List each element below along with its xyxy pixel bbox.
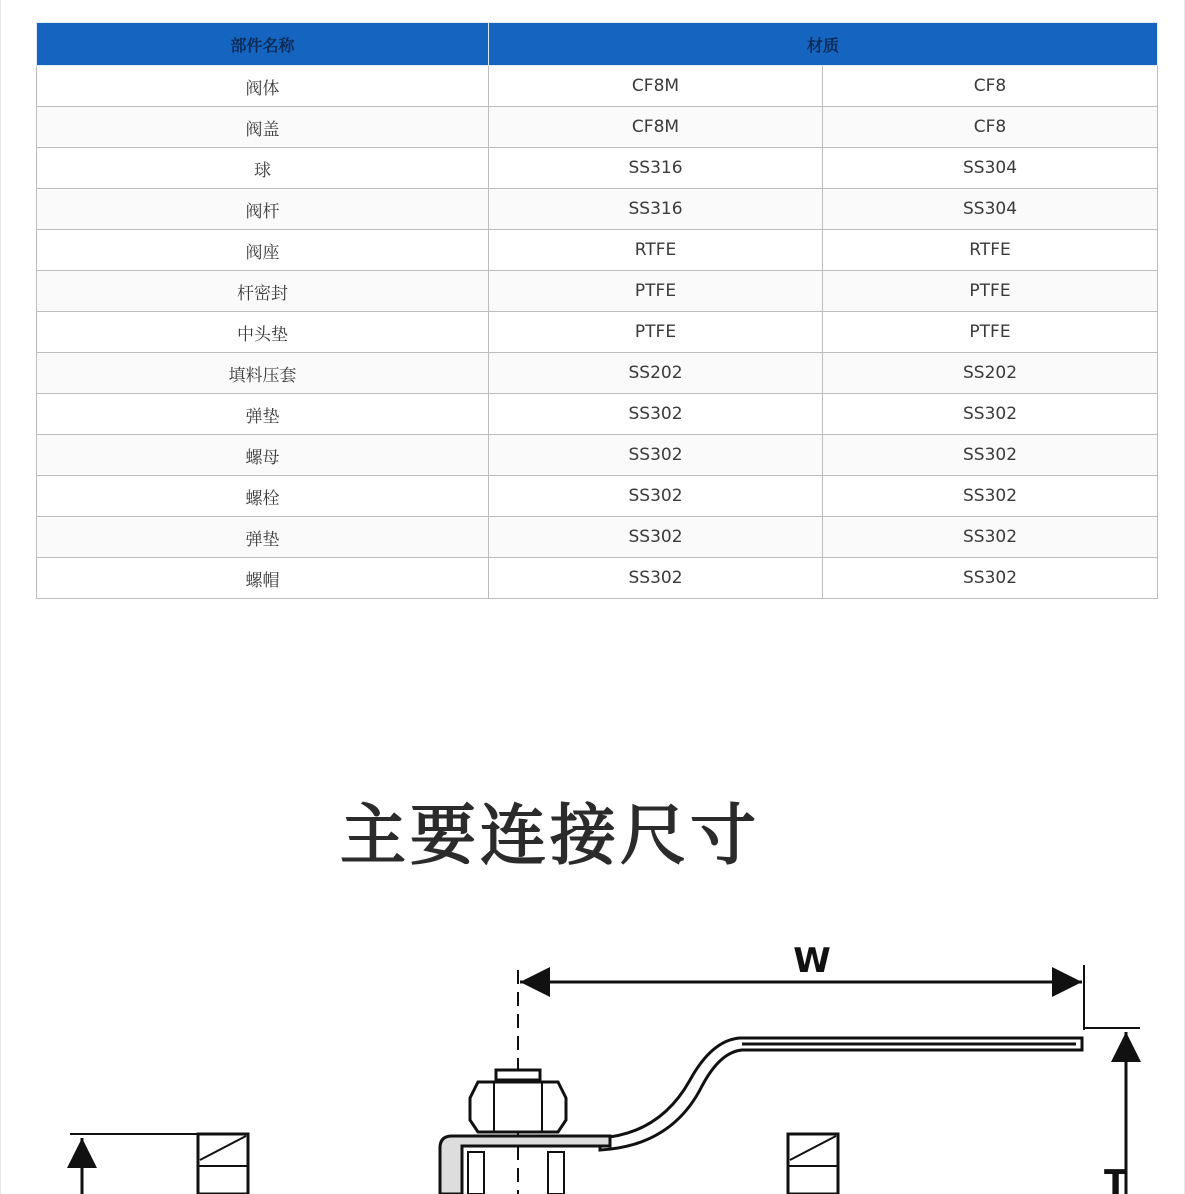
cell-material-1: SS302	[489, 394, 823, 435]
materials-table	[36, 22, 1158, 599]
table-row	[37, 435, 1158, 476]
cell-part-name: 球	[37, 148, 489, 189]
table-row	[37, 517, 1158, 558]
cell-material-2: SS302	[823, 517, 1158, 558]
cell-material-2: PTFE	[823, 271, 1158, 312]
table-row	[37, 312, 1158, 353]
cell-material-1: SS316	[489, 148, 823, 189]
right-end-block	[788, 1134, 838, 1194]
cell-material-1: SS302	[489, 435, 823, 476]
cell-material-2: CF8	[823, 107, 1158, 148]
cell-material-2: PTFE	[823, 312, 1158, 353]
cell-material-2: SS302	[823, 394, 1158, 435]
cell-part-name: 填料压套	[37, 353, 489, 394]
cell-part-name: 螺帽	[37, 558, 489, 599]
cell-part-name: 弹垫	[37, 517, 489, 558]
valve-dimension-drawing	[0, 920, 1185, 1194]
cell-part-name: 螺栓	[37, 476, 489, 517]
table-row	[37, 394, 1158, 435]
handle-outline	[600, 1038, 1082, 1150]
cell-material-2: RTFE	[823, 230, 1158, 271]
cell-material-2: SS302	[823, 435, 1158, 476]
table-body	[37, 66, 1158, 599]
cell-material-2: SS304	[823, 148, 1158, 189]
cell-material-1: CF8M	[489, 66, 823, 107]
valve-body-top	[440, 1136, 610, 1194]
hex-nut	[470, 1082, 566, 1132]
left-end-block	[198, 1134, 248, 1194]
table-row	[37, 230, 1158, 271]
cell-material-2: SS302	[823, 476, 1158, 517]
cell-material-2: CF8	[823, 66, 1158, 107]
cell-part-name: 杆密封	[37, 271, 489, 312]
cell-material-2: SS202	[823, 353, 1158, 394]
table-row	[37, 271, 1158, 312]
cell-material-1: SS302	[489, 517, 823, 558]
label-t: T	[1104, 1163, 1128, 1194]
header-material: 材质	[489, 23, 1158, 66]
cell-material-1: SS302	[489, 476, 823, 517]
table-row	[37, 148, 1158, 189]
table-row	[37, 476, 1158, 517]
section-title: 主要连接尺寸	[340, 797, 760, 874]
stem-packing	[468, 1152, 484, 1194]
cell-material-1: SS302	[489, 558, 823, 599]
cell-material-2: SS302	[823, 558, 1158, 599]
stem-nut-top	[496, 1070, 540, 1080]
table-row	[37, 66, 1158, 107]
cell-part-name: 中头垫	[37, 312, 489, 353]
stem-packing-right	[548, 1152, 564, 1194]
table-row	[37, 189, 1158, 230]
header-part-name: 部件名称	[37, 23, 489, 66]
cell-part-name: 阀座	[37, 230, 489, 271]
cell-part-name: 阀杆	[37, 189, 489, 230]
table-row	[37, 353, 1158, 394]
table-row	[37, 107, 1158, 148]
cell-material-1: CF8M	[489, 107, 823, 148]
cell-material-1: SS316	[489, 189, 823, 230]
cell-part-name: 阀体	[37, 66, 489, 107]
cell-material-1: SS202	[489, 353, 823, 394]
table-header-row	[37, 23, 1158, 66]
cell-part-name: 阀盖	[37, 107, 489, 148]
cell-part-name: 螺母	[37, 435, 489, 476]
label-w: W	[793, 941, 831, 981]
cell-material-2: SS304	[823, 189, 1158, 230]
cell-material-1: PTFE	[489, 312, 823, 353]
cell-material-1: PTFE	[489, 271, 823, 312]
cell-part-name: 弹垫	[37, 394, 489, 435]
table-row	[37, 558, 1158, 599]
cell-material-1: RTFE	[489, 230, 823, 271]
